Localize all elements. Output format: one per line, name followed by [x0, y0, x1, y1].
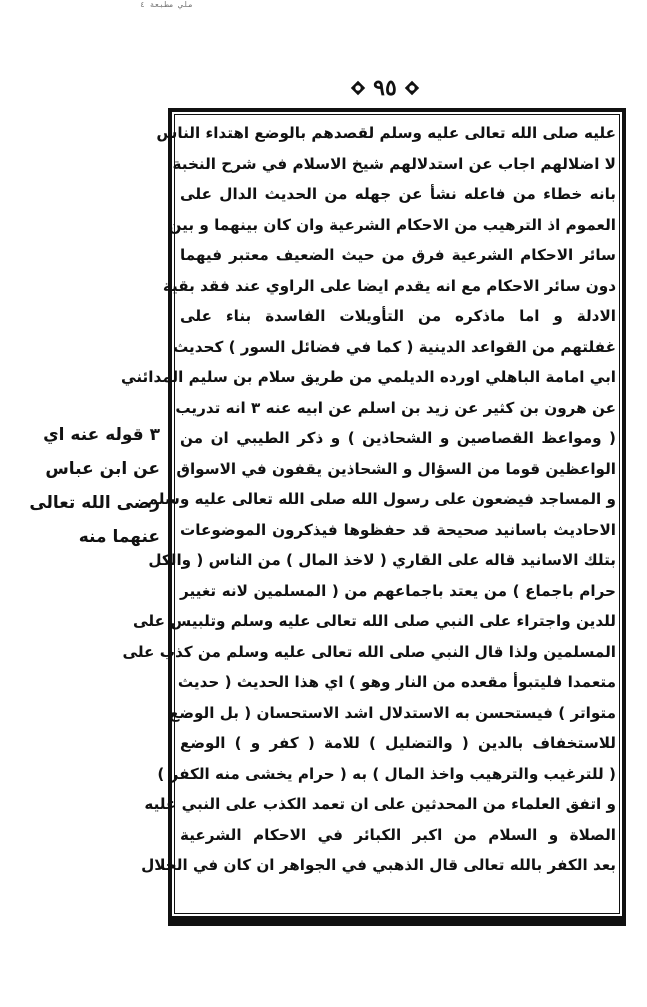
text-line: متعمدا فليتبوأ مقعده من النار وهو ) اي هذا الحديث ( حديث	[177, 673, 616, 691]
main-text	[120, 118, 616, 881]
text-line: بتلك الاسانيد قاله على القاري ( لاخذ المال ) من الناس ( والكل	[148, 551, 616, 569]
text-line: ( للترغيب والترهيب واخذ المال ) به ( حرام يخشى منه الكفر )	[157, 764, 616, 783]
page-header	[330, 72, 440, 104]
ornament-icon	[403, 79, 421, 97]
text-line: الادلة و اما ماذكره من التأويلات الفاسدة بناء على	[180, 307, 616, 325]
text-line: للاستخفاف بالدين ( والتضليل ) للامة ( كفر و ) الوضع	[180, 734, 616, 752]
text-line: بعد الكفر بالله تعالى قال الذهبي في الجواهر ان كان في الحلال	[141, 856, 616, 874]
text-line: غفلتهم من القواعد الدينية ( كما في فضائل السور ) كحديث	[172, 337, 616, 356]
text-line: بانه خطاء من فاعله نشأ عن جهله من الحديث الدال على	[180, 185, 616, 203]
text-line: لا اضلالهم اجاب عن استدلالهم شيخ الاسلام في شرح النخبة	[172, 154, 616, 173]
margin-note	[10, 418, 160, 554]
margin-note-line: عن ابن عباس	[45, 459, 160, 479]
text-line: الاحاديث باسانيد صحيحة قد حفظوها فيذكرون الموضوعات	[180, 520, 616, 539]
text-line: للدين واجتراء على النبي صلى الله تعالى عليه وسلم وتلبيس على	[133, 612, 616, 630]
frame-bottom-rule	[168, 920, 626, 926]
ornament-icon	[349, 79, 367, 97]
margin-note-line: عنهما منه	[78, 527, 160, 547]
text-line: حرام باجماع ) من يعتد باجماعهم من ( المسلمين لانه تغيير	[180, 581, 616, 600]
text-line: دون سائر الاحكام مع انه يقدم ايضا على الراوي عند فقد بقية	[162, 276, 616, 295]
text-line: و المساجد فيضعون على رسول الله صلى الله تعالى عليه وسلم	[146, 490, 616, 508]
page-number: ٩٥	[373, 75, 397, 101]
text-line: العموم اذ الترهيب من الاحكام الشرعية وان كان بينهما و بين	[168, 215, 616, 234]
margin-note-line: رضى الله تعالى	[29, 493, 160, 513]
scan-marks: ملي مطبعة ٤	[140, 0, 193, 9]
margin-note-line: ٣ قوله عنه اي	[43, 425, 160, 445]
text-line: الصلاة و السلام من اكبر الكبائر في الاحكام الشرعية	[180, 825, 616, 844]
text-line: و اتفق العلماء من المحدثين على ان تعمد الكذب على النبي عليه	[144, 795, 616, 813]
text-line: عن هرون بن كثير عن زيد بن اسلم عن ابيه عنه ٣ انه تدريب	[175, 398, 616, 417]
text-line: المسلمين ولذا قال النبي صلى الله تعالى عليه وسلم من كذب على	[122, 642, 616, 661]
text-line: عليه صلى الله تعالى عليه وسلم لقصدهم بالوضع اهتداء الناس	[156, 124, 616, 142]
text-line: ابي امامة الباهلي اورده الديلمي من طريق سلام بن سليم المدائني	[120, 368, 616, 386]
text-line: سائر الاحكام الشرعية فرق من حيث الضعيف معتبر فيهما	[180, 246, 616, 264]
text-line: ( ومواعظ القصاصين و الشحاذين ) و ذكر الطيبي ان من	[180, 429, 616, 447]
text-line: الواعظين قوما من السؤال و الشحاذين يقفون في الاسواق	[176, 459, 616, 478]
text-line: متواتر ) فيستحسن به الاستدلال اشد الاستحسان ( بل الوضع	[168, 703, 616, 722]
